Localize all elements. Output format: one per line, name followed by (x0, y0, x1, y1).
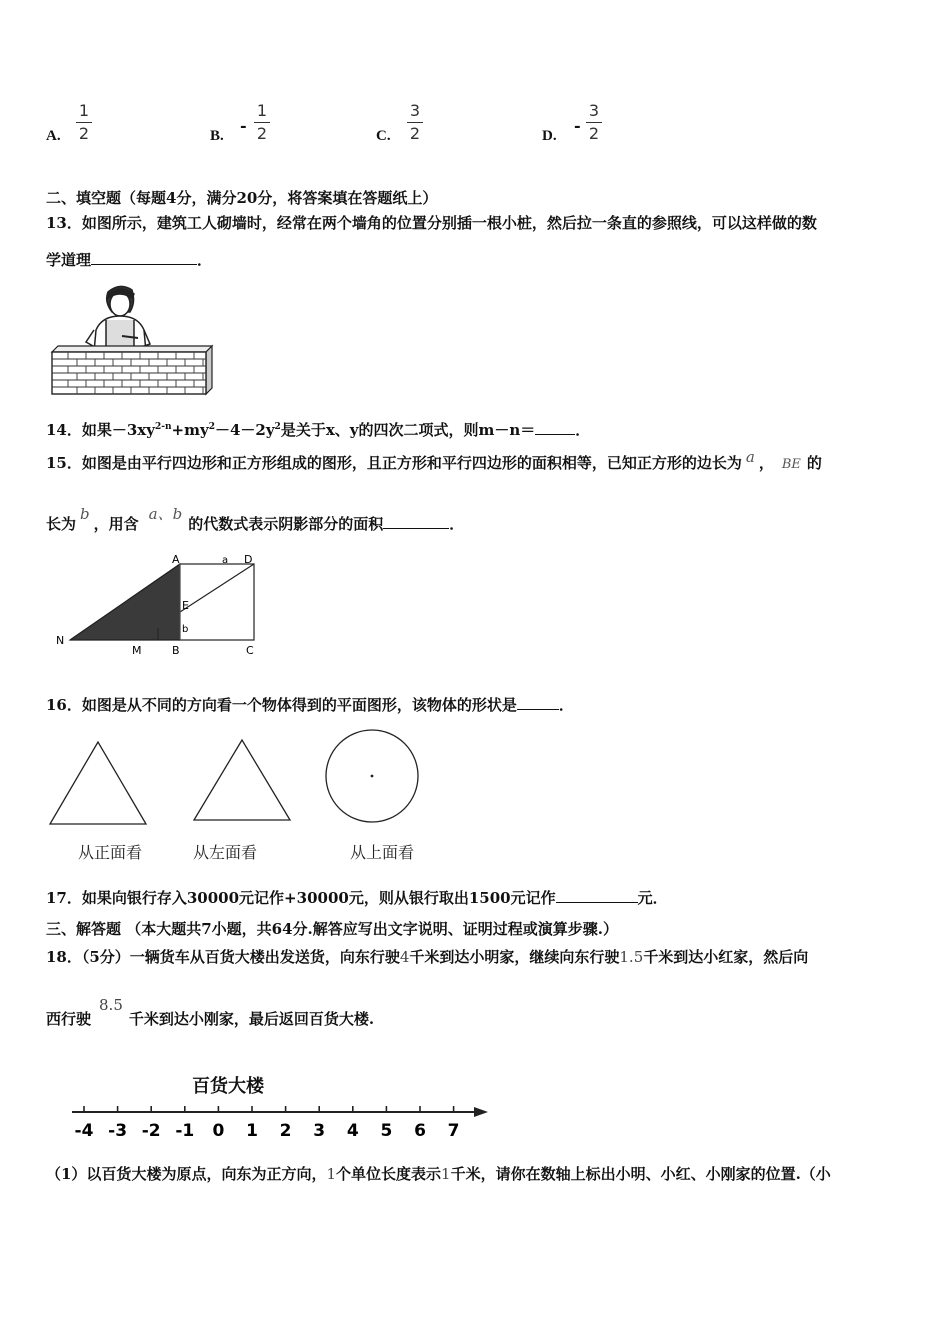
q18-1-n1: 1 (326, 1165, 336, 1183)
q15-var-ab: a、b (148, 505, 183, 523)
q18-1-text (46, 1163, 831, 1184)
number-line-tick-label: 6 (414, 1121, 426, 1141)
q14-answer-blank (535, 434, 575, 435)
label-e-point: E (182, 599, 189, 612)
option-d-label: D. (542, 128, 557, 144)
option-b-sign: - (240, 116, 247, 135)
q18-p2: 千米到达小明家，继续向东行驶 (409, 948, 620, 966)
brick-wall (52, 346, 212, 394)
q16-text (46, 694, 574, 715)
number-line-tick-label: 0 (212, 1121, 225, 1141)
q13-line2 (46, 249, 212, 270)
q18-1-p3: 千米，请你在数轴上标出小明、小红、小刚家的位置.（小 (450, 1165, 831, 1183)
q18-1-p2: 个单位长度表示 (336, 1165, 442, 1183)
option-c-fraction: 3 2 (407, 102, 423, 143)
square-abcd (180, 564, 254, 640)
q18-line2 (46, 996, 375, 1029)
q16-text-body: 16．如图是从不同的方向看一个物体得到的平面图形，该物体的形状是 (46, 696, 517, 714)
q15-line2-mid: ，用含 (93, 515, 139, 533)
section-2-title: 二、填空题（每题4分，满分20分，将答案填在答题纸上） (46, 189, 438, 207)
number-line-tick-label: 1 (246, 1121, 258, 1141)
q15-line1-text: 15．如图是由平行四边形和正方形组成的图形，且正方形和平行四边形的面积相等，已知正方形的边长为 (46, 454, 742, 472)
section-3-title: 三、解答题 （本大题共7小题，共64分.解答应写出文字说明、证明过程或演算步骤.） (46, 920, 618, 938)
q16-answer-blank (517, 709, 559, 710)
q16-end: ． (558, 696, 574, 714)
option-c-label: C. (376, 128, 391, 144)
q15-var-a: a (745, 448, 755, 466)
q14-sup3: 2 (274, 422, 281, 432)
number-line-tick-label: 4 (346, 1121, 359, 1141)
q14-mid1: +my (171, 421, 209, 439)
option-a-label: A. (46, 128, 61, 144)
q18-line1 (46, 946, 808, 967)
q14-suffix: 是关于x、y的四次二项式，则m－n＝ (280, 421, 536, 439)
q15-var-be: BE (781, 457, 801, 472)
q18-line2-suffix: 千米到达小刚家，最后返回百货大楼. (128, 1010, 375, 1028)
label-n-point: N (56, 634, 65, 647)
label-a-point: A (172, 553, 180, 566)
option-d-fraction: 3 2 (586, 102, 602, 143)
q15-line2-prefix: 长为 (46, 515, 77, 533)
number-line-tick-label: 5 (380, 1121, 393, 1141)
number-line-title: 百货大楼 (192, 1076, 264, 1097)
q15-answer-blank (383, 528, 449, 529)
q13-line1: 13．如图所示，建筑工人砌墙时，经常在两个墙角的位置分别插一根小桩，然后拉一条直的参照线，可以这样做的数 (46, 214, 817, 232)
top-view-circle (320, 728, 424, 832)
number-line-tick-label: 3 (313, 1121, 326, 1141)
caption-front-view: 从正面看 (78, 843, 143, 862)
number-line (60, 1100, 500, 1144)
q15-sep: ， (758, 454, 774, 472)
caption-left-view: 从左面看 (193, 843, 258, 862)
q14-text (46, 419, 590, 440)
q14-end: ． (575, 421, 591, 439)
q17-text-body: 17．如果向银行存入30000元记作+30000元，则从银行取出1500元记作 (46, 889, 556, 907)
left-view-triangle (190, 734, 300, 826)
label-c-point: C (246, 644, 254, 657)
q14-sup2: 2 (208, 422, 215, 432)
q18-n1: 4 (399, 948, 410, 966)
label-b-point: B (172, 644, 180, 657)
q13-suffix: ． (197, 251, 213, 269)
q15-line2-suffix: 的代数式表示阴影部分的面积 (188, 515, 384, 533)
q18-p3: 千米到达小红家，然后向 (643, 948, 809, 966)
option-d-sign: - (574, 116, 581, 135)
q17-answer-blank (556, 902, 638, 903)
caption-top-view: 从上面看 (350, 843, 415, 862)
q15-var-b: b (80, 505, 90, 523)
q13-prefix: 学道理 (46, 251, 92, 269)
worker-illustration (86, 286, 150, 352)
q17-text (46, 887, 668, 908)
number-line-tick-label: 2 (279, 1121, 292, 1141)
option-b-fraction: 1 2 (254, 102, 270, 143)
segment-ed (180, 564, 254, 612)
option-a-fraction: 1 2 (76, 102, 92, 143)
q18-n3: 8.5 (99, 996, 123, 1014)
label-m-point: M (132, 644, 142, 657)
q14-mid2: －4－2y (214, 421, 275, 439)
worker-wall-figure (46, 280, 214, 396)
q15-line2 (46, 505, 465, 534)
label-b-side: b (182, 624, 189, 635)
label-d-point: D (244, 553, 253, 566)
number-line-arrow (474, 1107, 488, 1117)
q14-prefix: 14．如果－3xy (46, 421, 155, 439)
number-line-tick-label: 7 (447, 1121, 460, 1141)
q18-p1: 18．（5分）一辆货车从百货大楼出发送货，向东行驶 (46, 948, 400, 966)
number-line-tick-label: -4 (74, 1121, 94, 1141)
q17-end: 元． (637, 889, 668, 907)
front-view-triangle (46, 736, 156, 828)
parallelogram-square-figure (50, 552, 270, 662)
number-line-tick-label: -1 (175, 1121, 195, 1141)
q15-line2-end: ． (449, 515, 465, 533)
q15-line1 (46, 448, 822, 473)
q18-n2: 1.5 (619, 948, 644, 966)
q13-answer-blank (91, 264, 197, 265)
number-line-tick-label: -2 (141, 1121, 161, 1141)
number-line-tick-label: -3 (108, 1121, 128, 1141)
q14-sup1: 2-n (154, 422, 172, 432)
q18-1-n2: 1 (441, 1165, 451, 1183)
q18-1-p1: （1）以百货大楼为原点，向东为正方向， (46, 1165, 327, 1183)
q18-line2-prefix: 西行驶 (46, 1010, 92, 1028)
option-b-label: B. (210, 128, 224, 144)
q15-line1-end: 的 (806, 454, 822, 472)
label-a-side: a (222, 555, 229, 566)
